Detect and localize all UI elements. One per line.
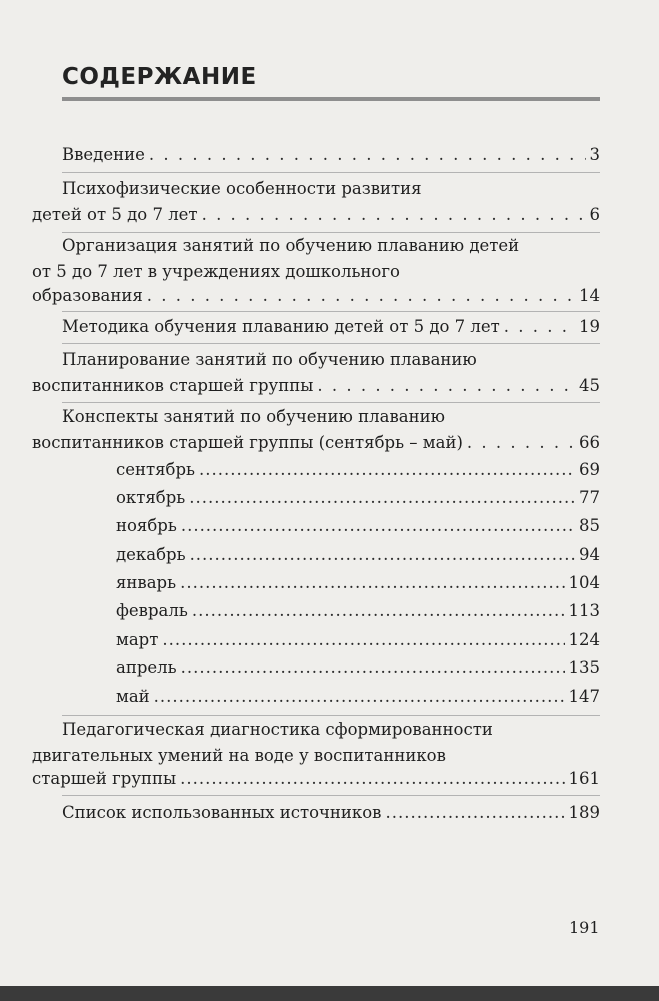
toc-entry-title: Конспекты занятий по обучению плаванию [62,407,445,426]
toc-entry-page: 19 [579,317,600,336]
leader-dots [154,684,565,710]
leader-dots [467,430,575,456]
leader-dots [190,542,575,568]
toc-month-november[interactable] [0,513,659,539]
toc-entry-psychophysical-cont[interactable] [0,202,659,228]
title-underline [62,97,600,101]
toc-entry-title: Список использованных источников [62,803,382,822]
toc-entry-methodology[interactable] [0,314,659,340]
toc-entry-organization-end[interactable] [0,283,659,309]
entry-divider [62,795,600,796]
leader-dots [202,202,586,228]
toc-month-page: 69 [579,460,600,479]
toc-month-october[interactable] [0,485,659,511]
toc-entry-page: 3 [589,145,600,164]
leader-dots [504,314,575,340]
toc-entry-page: 14 [579,286,600,305]
toc-month-title: март [116,630,159,649]
leader-dots [189,485,575,511]
toc-month-title: октябрь [116,488,186,507]
toc-entry-psychophysical[interactable] [0,176,659,202]
leader-dots [317,373,575,399]
scan-bottom-edge [0,986,659,1001]
toc-entry-title: детей от 5 до 7 лет [32,205,198,224]
toc-entry-title: воспитанников старшей группы (сентябрь – май) [32,433,463,452]
toc-entry-title: Организация занятий по обучению плаванию детей [62,236,520,255]
toc-entry-page: 6 [589,205,600,224]
leader-dots [180,570,564,596]
toc-month-april[interactable] [0,655,659,681]
toc-entry-lesson-plans[interactable] [0,404,659,430]
toc-month-march[interactable] [0,627,659,653]
toc-month-page: 85 [579,516,600,535]
page-title: СОДЕРЖАНИЕ [62,64,257,90]
toc-month-title: апрель [116,658,177,677]
leader-dots [181,655,565,681]
toc-month-page: 77 [579,488,600,507]
toc-entry-title: от 5 до 7 лет в учреждениях дошкольного [32,262,400,281]
toc-month-title: январь [116,573,177,592]
toc-month-page: 147 [568,687,600,706]
toc-entry-organization[interactable] [0,233,659,259]
toc-month-page: 135 [568,658,600,677]
leader-dots [149,142,586,168]
leader-dots [385,800,564,826]
toc-month-page: 124 [568,630,600,649]
leader-dots [199,457,575,483]
entry-divider [62,343,600,344]
toc-entry-diagnostics[interactable] [0,717,659,743]
toc-month-may[interactable] [0,684,659,710]
leader-dots [180,766,564,792]
toc-month-february[interactable] [0,598,659,624]
leader-dots [147,283,575,309]
toc-month-page: 104 [568,573,600,592]
leader-dots [192,598,565,624]
toc-month-january[interactable] [0,570,659,596]
toc-month-title: май [116,687,150,706]
toc-month-december[interactable] [0,542,659,568]
toc-month-page: 94 [579,545,600,564]
toc-entry-planning-cont[interactable] [0,373,659,399]
toc-entry-title: Педагогическая диагностика сформированности [62,720,493,739]
toc-entry-page: 45 [579,376,600,395]
toc-month-page: 113 [568,601,600,620]
toc-entry-lesson-plans-cont[interactable] [0,430,659,456]
toc-month-title: февраль [116,601,188,620]
entry-divider [62,402,600,403]
toc-entry-references[interactable] [0,800,659,826]
toc-entry-diagnostics-end[interactable] [0,766,659,792]
toc-entry-organization-cont[interactable] [0,259,659,285]
toc-month-title: декабрь [116,545,186,564]
toc-month-title: ноябрь [116,516,177,535]
toc-entry-title: Методика обучения плаванию детей от 5 до 7 лет [62,317,500,336]
entry-divider [62,715,600,716]
toc-entry-page: 189 [568,803,600,822]
entry-divider [62,311,600,312]
toc-entry-title: образования [32,286,143,305]
toc-entry-title: старшей группы [32,769,177,788]
leader-dots [181,513,575,539]
toc-month-title: сентябрь [116,460,196,479]
toc-entry-title: Введение [62,145,145,164]
entry-divider [62,172,600,173]
toc-month-september[interactable] [0,457,659,483]
page-number: 191 [569,918,600,937]
leader-dots [162,627,564,653]
toc-entry-intro[interactable] [0,142,659,168]
toc-entry-title: двигательных умений на воде у воспитанников [32,746,446,765]
toc-entry-title: воспитанников старшей группы [32,376,314,395]
toc-entry-planning[interactable] [0,347,659,373]
toc-entry-title: Планирование занятий по обучению плаванию [62,350,477,369]
toc-entry-title: Психофизические особенности развития [62,179,422,198]
toc-entry-page: 66 [579,433,600,452]
toc-entry-page: 161 [568,769,600,788]
